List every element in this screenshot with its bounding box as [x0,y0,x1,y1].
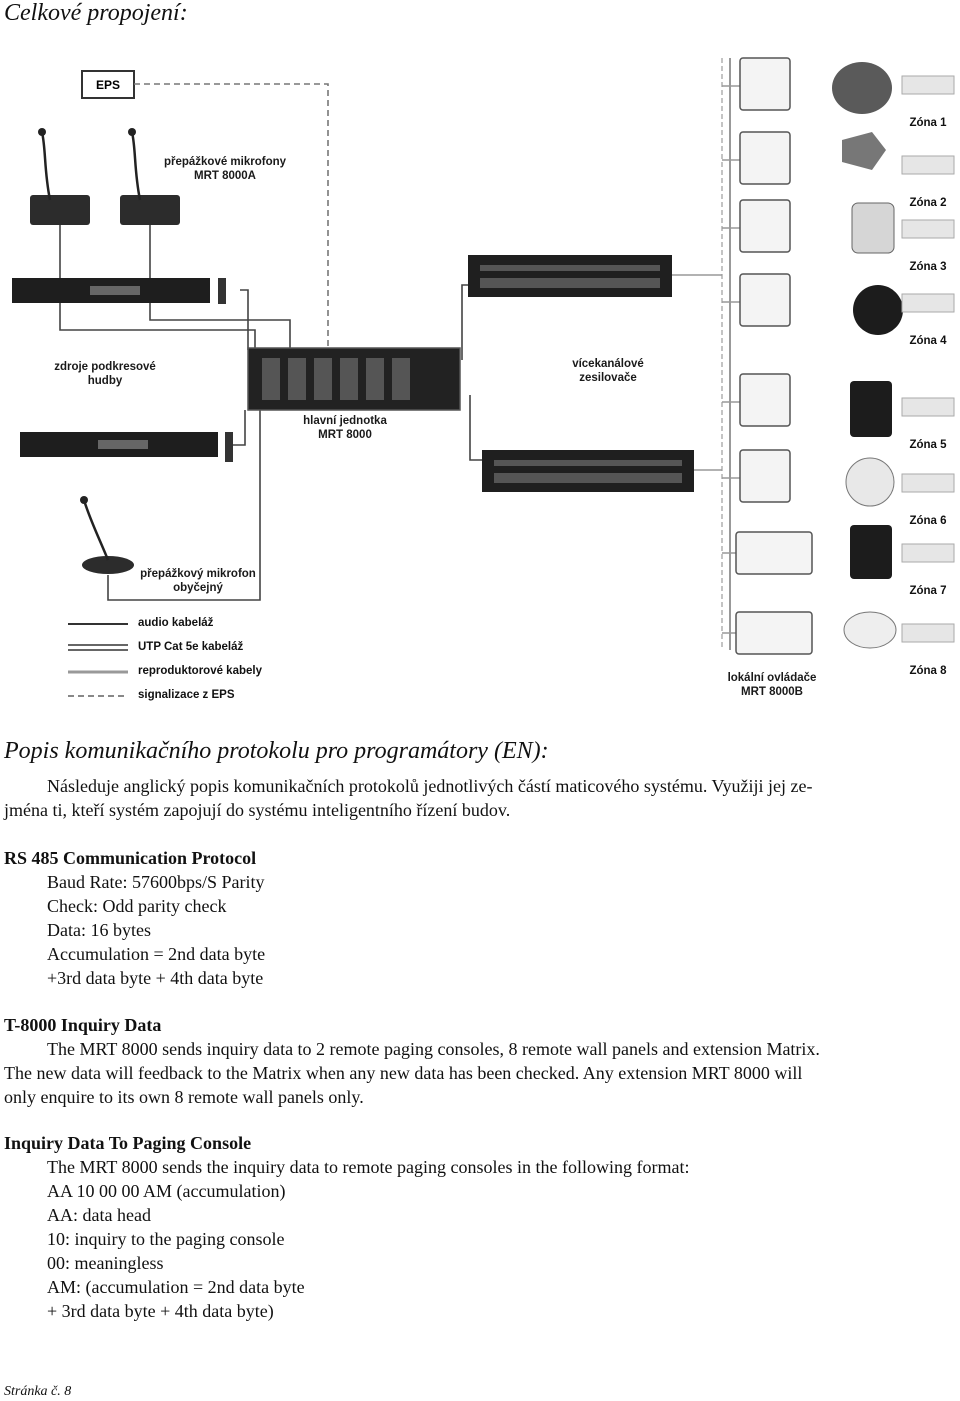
main-unit-label: hlavní jednotka MRT 8000 [303,415,387,441]
paging-line: 10: inquiry to the paging console [47,1229,285,1249]
zone-5-label: Zóna 5 [909,439,947,451]
plain-counter-mic-label: přepážkový mikrofon obyčejný [140,568,256,594]
counter-mics-label: přepážkové mikrofony MRT 8000A [163,156,287,182]
paging-line: AA: data head [47,1205,151,1225]
zone-1-label: Zóna 1 [909,117,947,129]
rs485-line: Check: Odd parity check [47,896,227,916]
inquiry-line-3: only enquire to its own 8 remote wall panels only. [4,1087,364,1107]
paging-line: The MRT 8000 sends the inquiry data to remote paging consoles in the following format: [47,1157,690,1177]
legend-eps-signal: signalizace z EPS [138,689,235,701]
rs485-line: Data: 16 bytes [47,920,151,940]
paging-title: Inquiry Data To Paging Console [4,1133,252,1153]
zone-3-label: Zóna 3 [909,261,947,273]
inquiry-title: T-8000 Inquiry Data [4,1015,162,1035]
zone-8-label: Zóna 8 [909,665,947,677]
intro-line-2: jména ti, kteří systém zapojují do systému inteligentního řízení budov. [4,800,511,820]
legend-utp: UTP Cat 5e kabeláž [138,641,244,653]
paging-line: AA 10 00 00 AM (accumulation) [47,1181,286,1201]
rs485-title: RS 485 Communication Protocol [4,848,257,868]
inquiry-block [4,1013,956,1109]
background-sources-label: zdroje podkresové hudby [54,361,156,387]
intro-line-1: Následuje anglický popis komunikačních protokolů jednotlivých částí maticového systému. Využiji jej ze- [47,776,813,796]
zone-4-label: Zóna 4 [909,335,947,347]
legend-speaker-cables: reproduktorové kabely [138,665,262,677]
diagram-title: Celkové propojení: [4,0,188,26]
legend-audio: audio kabeláž [138,617,214,629]
rs485-line: Accumulation = 2nd data byte [47,944,266,964]
eps-label: EPS [95,78,121,92]
rs485-line: Baud Rate: 57600bps/S Parity [47,872,265,892]
rs485-line: +3rd data byte + 4th data byte [47,968,264,988]
paging-line: 00: meaningless [47,1253,164,1273]
zone-6-label: Zóna 6 [909,515,947,527]
multichannel-amps-label: vícekanálové zesilovače [572,358,644,384]
paging-line: + 3rd data byte + 4th data byte) [47,1301,274,1321]
protocol-section-title: Popis komunikačního protokolu pro programátory (EN): [4,738,549,764]
paging-block [4,1131,954,1323]
page-footer: Stránka č. 8 [4,1384,72,1399]
rs485-block [4,846,954,990]
zone-7-label: Zóna 7 [909,585,947,597]
inquiry-line-1: The MRT 8000 sends inquiry data to 2 remote paging consoles, 8 remote wall panels and extension Matrix. [47,1039,820,1059]
paging-line: AM: (accumulation = 2nd data byte [47,1277,305,1297]
intro-paragraph [4,774,954,822]
local-controllers-label: lokální ovládače MRT 8000B [727,672,817,698]
zone-2-label: Zóna 2 [909,197,947,209]
inquiry-line-2: The new data will feedback to the Matrix when any new data has been checked. Any extension MRT 8000 will [4,1063,803,1083]
